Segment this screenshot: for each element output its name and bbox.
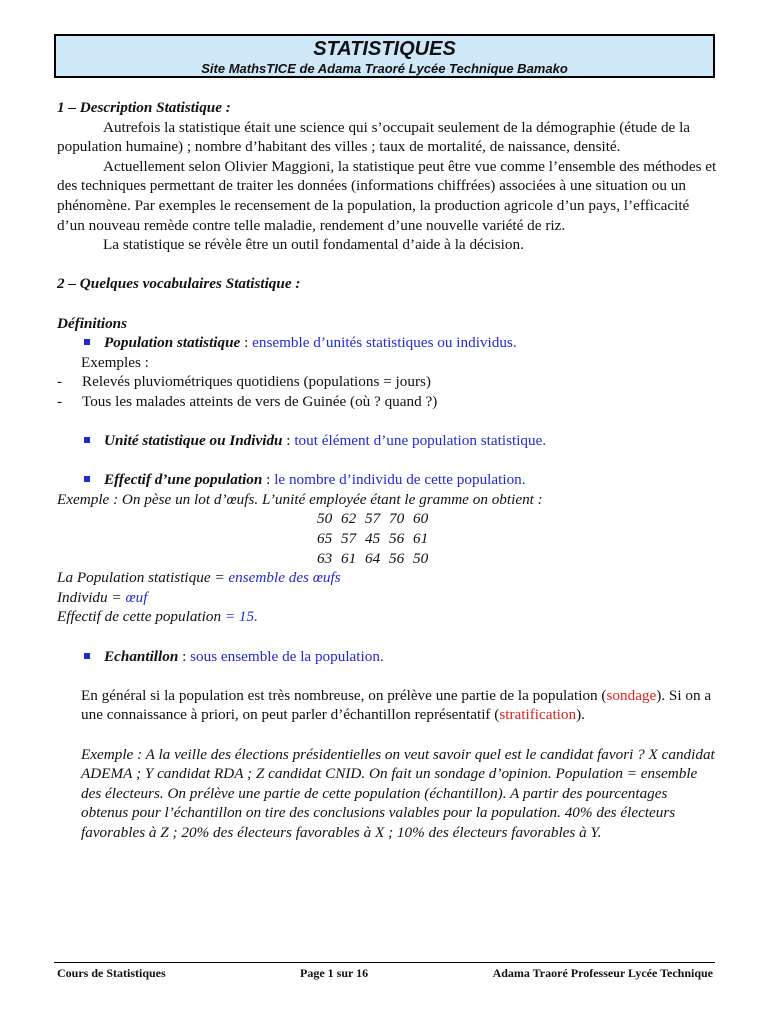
general-text-b: ). Si on a une connaissance à priori, on peut parler d’échantillon représentatif ( (81, 686, 712, 724)
section1-para3: La statistique se révèle être un outil fondamental d’aide à la décision. (103, 236, 524, 254)
dash-marker: - (57, 373, 63, 391)
bullet-icon (84, 653, 90, 659)
term-sondage: sondage (606, 686, 657, 704)
page-title: STATISTIQUES (313, 38, 456, 60)
weights-row (317, 509, 717, 529)
separator: : (178, 647, 191, 665)
definitions-label: Définitions (57, 314, 128, 332)
weight-value: 50 (317, 510, 333, 528)
individu-line-value: œuf (125, 588, 148, 606)
population-line-value: ensemble des œufs (228, 569, 341, 587)
weight-value: 56 (389, 549, 405, 567)
page-subtitle: Site MathsTICE de Adama Traoré Lycée Technique Bamako (201, 61, 568, 76)
examples-label: Exemples : (81, 353, 149, 371)
population-line-label: La Population statistique = (57, 569, 229, 587)
bullet-icon (84, 437, 90, 443)
document-body (57, 98, 717, 843)
weight-value: 70 (389, 510, 405, 528)
weight-value: 65 (317, 530, 333, 548)
def-unit: tout élément d’une population statistique. (294, 432, 547, 450)
separator: : (262, 471, 275, 489)
weights-grid (57, 509, 717, 568)
footer-page-number: Page 1 sur 16 (300, 966, 369, 980)
weight-value: 56 (389, 530, 405, 548)
effectif-line (57, 607, 717, 627)
general-text-c: ). (576, 706, 585, 724)
weights-row (317, 549, 717, 569)
individu-line-label: Individu = (57, 588, 126, 606)
term-effectif: Effectif d’une population (104, 471, 263, 489)
example-text: Tous les malades atteints de vers de Guinée (où ? quand ?) (82, 392, 438, 410)
example-body: : A la veille des élections présidentielles on veut savoir quel est le candidat favori ? X candidat ADEMA ; Y candidat RDA ; Z candidat CNID. On fait un sondage d’opinion. Population = ensemble des électeurs. On prélève une partie de cette population (échantillon). A partir des pourcentages obtenus pour l’échantillon on tire des conclusions valables pour la population. 40% des électeurs favorables à Z ; 20% des électeurs favorables à X ; 10% des électeurs favorables à Y. (81, 745, 715, 841)
term-population: Population statistique (104, 334, 241, 352)
weight-value: 45 (365, 530, 381, 548)
general-paragraph (57, 686, 717, 725)
header-box (54, 34, 715, 78)
weight-value: 61 (341, 549, 357, 567)
term-echantillon: Echantillon (104, 647, 179, 665)
weight-value: 63 (317, 549, 333, 567)
weight-value: 61 (413, 530, 429, 548)
individu-line (57, 588, 717, 608)
footer-author: Adama Traoré Professeur Lycée Technique (492, 966, 713, 980)
weights-row (317, 529, 717, 549)
term-stratification: stratification (499, 706, 577, 724)
general-text-a: En général si la population est très nombreuse, on prélève une partie de la population ( (81, 686, 607, 704)
weight-value: 57 (365, 510, 381, 528)
effectif-line-label: Effectif de cette population (57, 608, 225, 626)
footer-course: Cours de Statistiques (57, 966, 166, 980)
section1-para1: Autrefois la statistique était une science qui s’occupait seulement de la démographie (étude de la population humaine) ; nombre d’habitant des villes ; taux de mortalité, de naissance, densité. (57, 118, 691, 156)
separator: : (240, 334, 253, 352)
definition-echantillon (57, 647, 717, 667)
example-label: Exemple (81, 745, 134, 763)
example-item (57, 392, 717, 412)
election-example (57, 745, 717, 843)
section1-heading: 1 – Description Statistique : (57, 99, 231, 116)
term-unit: Unité statistique ou Individu (104, 432, 283, 450)
definition-effectif (57, 470, 717, 490)
bullet-icon (84, 339, 90, 345)
bullet-icon (84, 476, 90, 482)
definition-population (57, 333, 717, 353)
section1-para2: Actuellement selon Olivier Maggioni, la statistique peut être vue comme l’ensemble des méthodes et des techniques permettant de traiter les données (informations chiffrées) associées à une situation ou un phénomène. Par exemples le recensement de la population, la production agricole d’un pays, l’efficacité d’un nouveau remède contre telle maladie, rendement d’une nouvelle variété de riz. (57, 157, 717, 234)
weight-value: 62 (341, 510, 357, 528)
def-echantillon: sous ensemble de la population. (190, 647, 384, 665)
effectif-line-value: = 15. (224, 608, 258, 626)
dash-marker: - (57, 392, 63, 410)
population-line (57, 568, 717, 588)
weight-value: 60 (413, 510, 429, 528)
effectif-example: Exemple : On pèse un lot d’œufs. L’unité employée étant le gramme on obtient : (57, 490, 543, 508)
weight-value: 64 (365, 549, 381, 567)
separator: : (282, 432, 295, 450)
def-effectif: le nombre d’individu de cette population. (274, 471, 526, 489)
example-item (57, 372, 717, 392)
weight-value: 50 (413, 549, 429, 567)
def-population: ensemble d’unités statistiques ou individus. (252, 334, 517, 352)
example-text: Relevés pluviométriques quotidiens (populations = jours) (82, 373, 431, 391)
section2-heading: 2 – Quelques vocabulaires Statistique : (57, 275, 301, 293)
weight-value: 57 (341, 530, 357, 548)
footer-divider (54, 962, 715, 963)
definition-unit (57, 431, 717, 451)
